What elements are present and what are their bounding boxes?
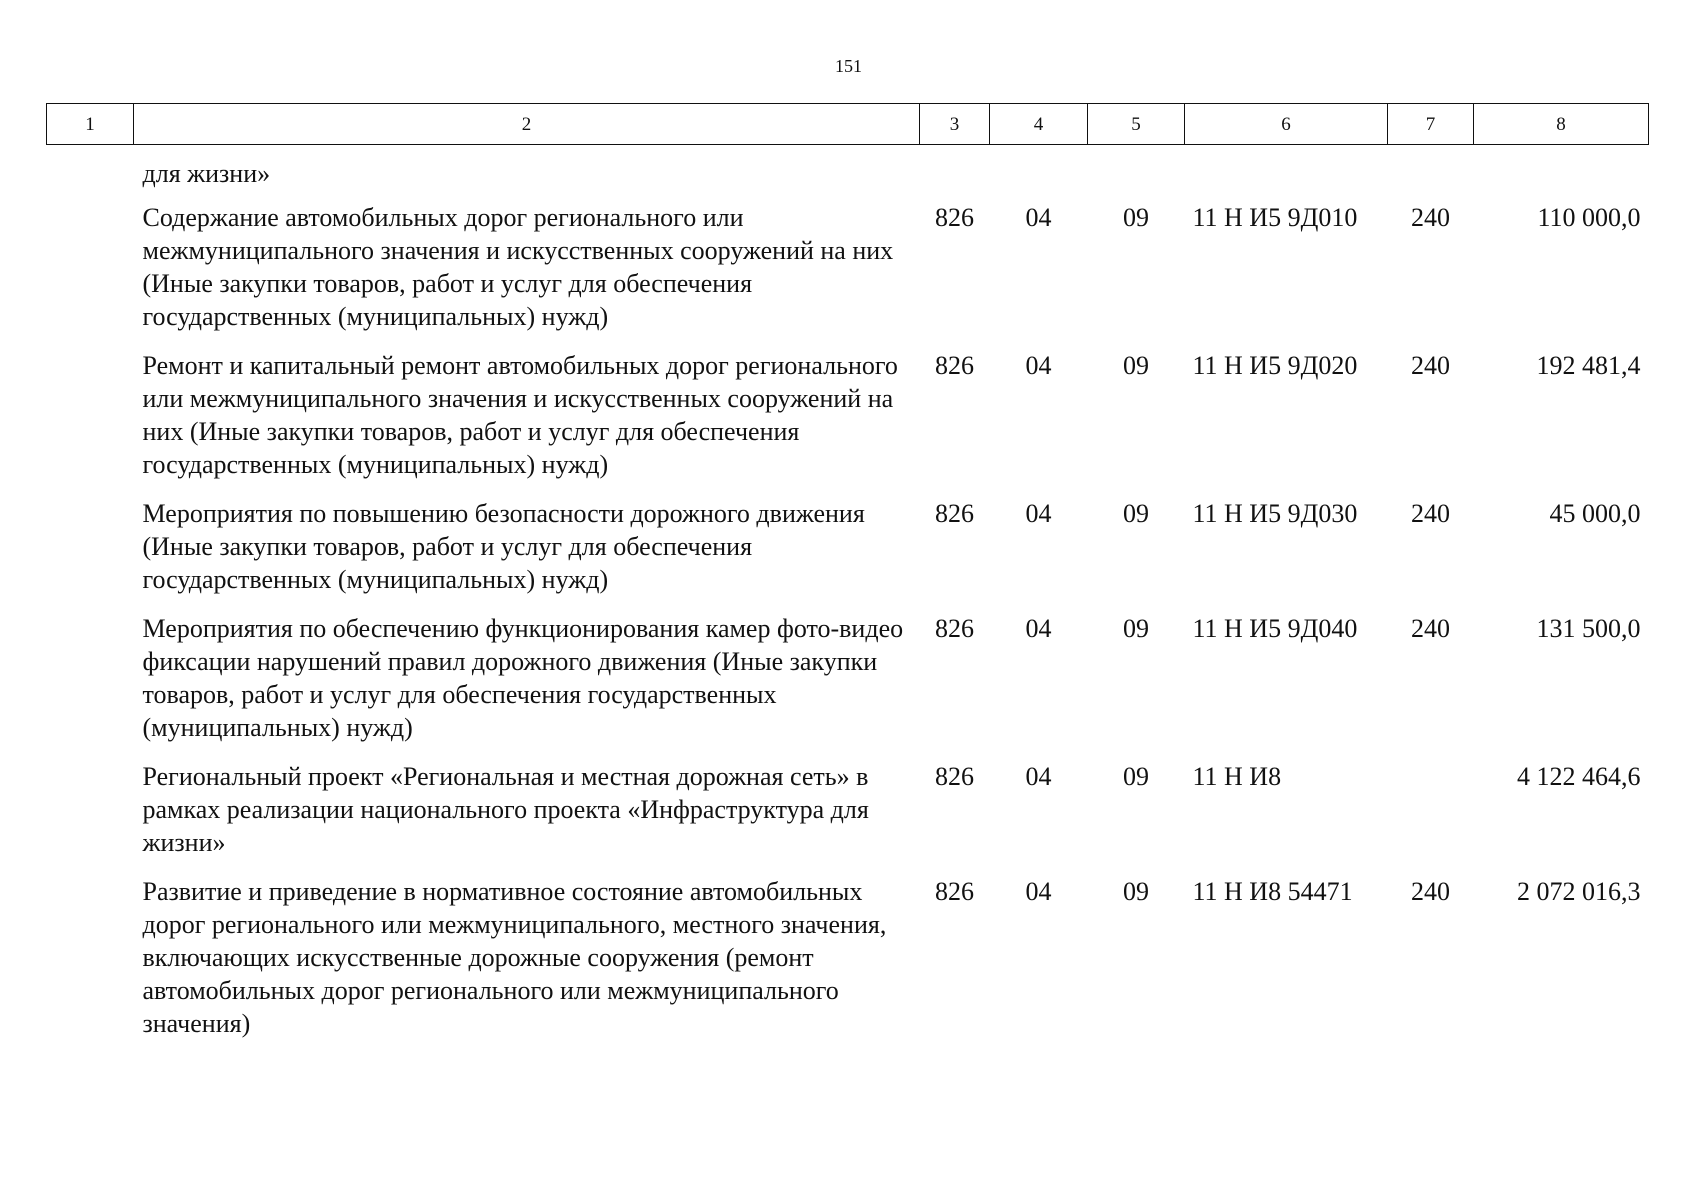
continuation-text: для жизни» [142, 159, 271, 188]
row-grbs: 826 [935, 203, 974, 232]
row-grbs: 826 [935, 762, 974, 791]
row-csr: 11 Н И5 9Д020 [1192, 351, 1358, 380]
row-pr: 09 [1123, 499, 1149, 528]
row-grbs: 826 [935, 351, 974, 380]
row-pr: 09 [1123, 762, 1149, 791]
table-row [47, 612, 1649, 760]
row-rz: 04 [1025, 499, 1052, 528]
page-number: 151 [835, 56, 862, 76]
row-vr: 240 [1411, 877, 1450, 906]
row-csr: 11 Н И5 9Д030 [1192, 499, 1358, 528]
row-amount: 2 072 016,3 [1517, 877, 1641, 906]
row-csr: 11 Н И8 [1192, 762, 1282, 791]
row-description: Региональный проект «Региональная и местная дорожная сеть» в рамках реализации национального проекта «Инфраструктура для жизни» [142, 762, 869, 857]
table-row [47, 760, 1649, 875]
row-amount: 192 481,4 [1536, 351, 1641, 380]
table-row [47, 201, 1649, 349]
continuation-row [47, 145, 1649, 202]
row-pr: 09 [1123, 351, 1149, 380]
header-col-7: 7 [1388, 104, 1474, 145]
row-rz: 04 [1025, 203, 1052, 232]
header-col-3: 3 [920, 104, 990, 145]
row-grbs: 826 [935, 499, 974, 528]
row-vr: 240 [1411, 351, 1450, 380]
table-header [47, 104, 1649, 145]
row-rz: 04 [1025, 614, 1052, 643]
row-vr: 240 [1411, 203, 1450, 232]
row-vr: 240 [1411, 499, 1450, 528]
row-csr: 11 Н И5 9Д010 [1192, 203, 1358, 232]
row-pr: 09 [1123, 877, 1149, 906]
row-description: Содержание автомобильных дорог регионального или межмуниципального значения и искусственных сооружений на них (Иные закупки товаров, работ и услуг для обеспечения государственных (муниципальных) нужд) [142, 203, 894, 331]
table-row [47, 349, 1649, 497]
header-col-4: 4 [990, 104, 1088, 145]
row-grbs: 826 [935, 877, 974, 906]
row-vr [1388, 760, 1474, 875]
row-amount: 45 000,0 [1549, 499, 1641, 528]
row-amount: 4 122 464,6 [1517, 762, 1641, 791]
row-description: Мероприятия по обеспечению функционирования камер фото-видео фиксации нарушений правил дорожного движения (Иные закупки товаров, работ и услуг для обеспечения государственных (муниципальных) нужд) [142, 614, 904, 742]
table-row [47, 497, 1649, 612]
table-row [47, 875, 1649, 1056]
header-row [47, 104, 1649, 145]
row-rz: 04 [1025, 351, 1052, 380]
header-col-5: 5 [1088, 104, 1185, 145]
row-description: Мероприятия по повышению безопасности дорожного движения (Иные закупки товаров, работ и услуг для обеспечения государственных (муниципальных) нужд) [142, 499, 865, 594]
header-col-1: 1 [47, 104, 134, 145]
header-col-2: 2 [134, 104, 920, 145]
budget-table [46, 103, 1649, 1056]
row-vr: 240 [1411, 614, 1450, 643]
row-pr: 09 [1123, 614, 1149, 643]
row-rz: 04 [1025, 877, 1052, 906]
row-grbs: 826 [935, 614, 974, 643]
row-amount: 131 500,0 [1536, 614, 1641, 643]
row-pr: 09 [1123, 203, 1149, 232]
row-rz: 04 [1025, 762, 1052, 791]
row-description: Ремонт и капитальный ремонт автомобильных дорог регионального или межмуниципального значения и искусственных сооружений на них (Иные закупки товаров, работ и услуг для обеспечения государственных (муниципальных) нужд) [142, 351, 898, 479]
header-col-8: 8 [1474, 104, 1649, 145]
row-amount: 110 000,0 [1537, 203, 1641, 232]
row-description: Развитие и приведение в нормативное состояние автомобильных дорог регионального или межмуниципального, местного значения, включающих искусственные дорожные сооружения (ремонт автомобильных дорог регионального или межмуниципального значения) [142, 877, 887, 1038]
row-csr: 11 Н И5 9Д040 [1192, 614, 1358, 643]
row-csr: 11 Н И8 54471 [1192, 877, 1353, 906]
header-col-6: 6 [1185, 104, 1388, 145]
